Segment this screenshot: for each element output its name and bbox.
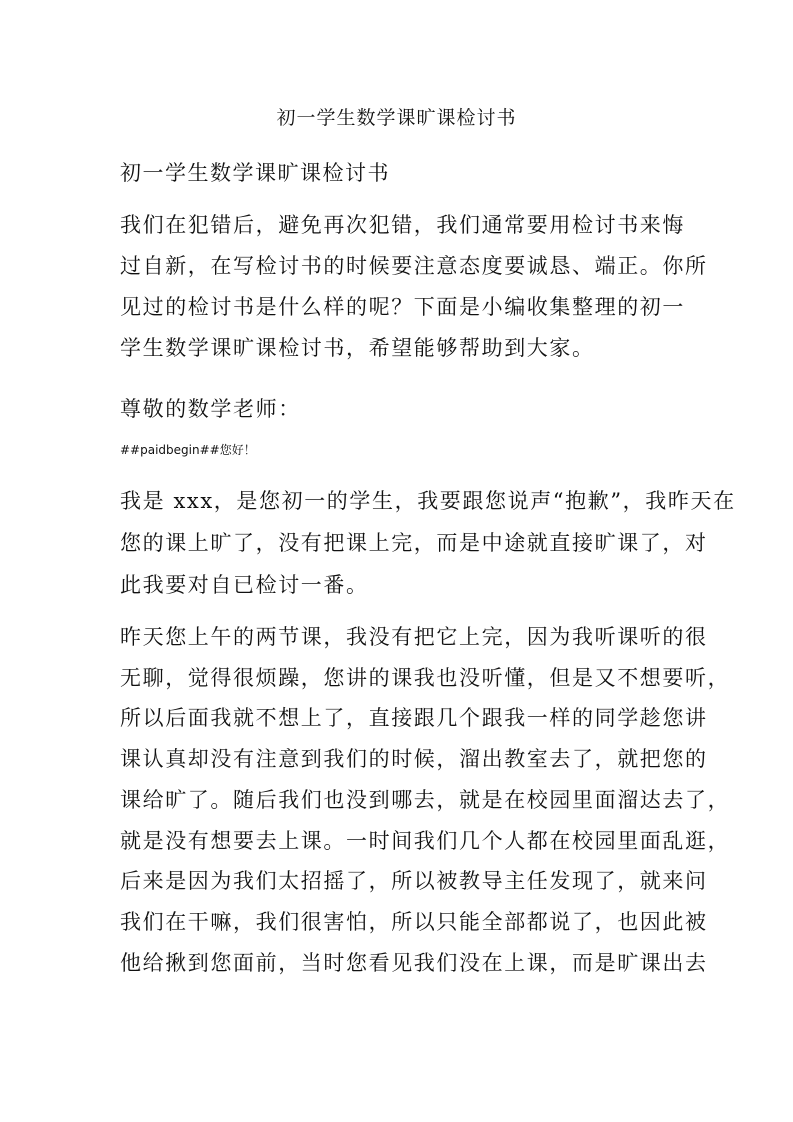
intro-line: 我们在犯错后，避免再次犯错，我们通常要用检讨书来悔 <box>120 213 685 237</box>
body-paragraph-2 <box>120 617 731 983</box>
paragraph-line: 我是 xxx，是您初一的学生，我要跟您说声“抱歉”，我昨天在 <box>120 489 736 513</box>
paragraph-line: 无聊，觉得很烦躁，您讲的课我也没听懂，但是又不想要听， <box>120 665 731 690</box>
paragraph-line: 就是没有想要去上课。一时间我们几个人都在校园里面乱逛， <box>120 828 731 853</box>
intro-line: 过自新，在写检讨书的时候要注意态度要诚恳、端正。你所 <box>120 254 708 278</box>
intro-line: 学生数学课旷课检讨书，希望能够帮助到大家。 <box>120 336 595 360</box>
paragraph-line: 后来是因为我们太招摇了，所以被教导主任发现了，就来问 <box>120 869 708 894</box>
paragraph-line: 课认真却没有注意到我们的时候，溜出教室去了，就把您的 <box>120 747 708 772</box>
paragraph-line: 昨天您上午的两节课，我没有把它上完，因为我听课听的很 <box>120 625 708 649</box>
paragraph-line: 所以后面我就不想上了，直接跟几个跟我一样的同学趁您讲 <box>120 706 708 731</box>
intro-paragraph <box>120 205 708 369</box>
paid-marker-line: ##paidbegin##您好！ <box>120 443 256 457</box>
body-paragraph-1 <box>120 480 736 606</box>
paragraph-line: 我们在干嘛，我们很害怕，所以只能全部都说了，也因此被 <box>120 909 708 934</box>
paragraph-line: 您的课上旷了，没有把课上完，而是中途就直接旷课了，对 <box>120 531 708 555</box>
paragraph-line: 课给旷了。随后我们也没到哪去，就是在校园里面溜达去了， <box>120 787 731 812</box>
document-title: 初一学生数学课旷课检讨书 <box>276 107 517 129</box>
document-subtitle: 初一学生数学课旷课检讨书 <box>120 161 390 185</box>
intro-line: 见过的检讨书是什么样的呢？下面是小编收集整理的初一 <box>120 295 685 319</box>
greeting-line: 尊敬的数学老师： <box>120 397 301 421</box>
paragraph-line: 此我要对自已检讨一番。 <box>120 573 369 597</box>
paragraph-line: 他给揪到您面前，当时您看见我们没在上课，而是旷课出去 <box>120 950 708 975</box>
